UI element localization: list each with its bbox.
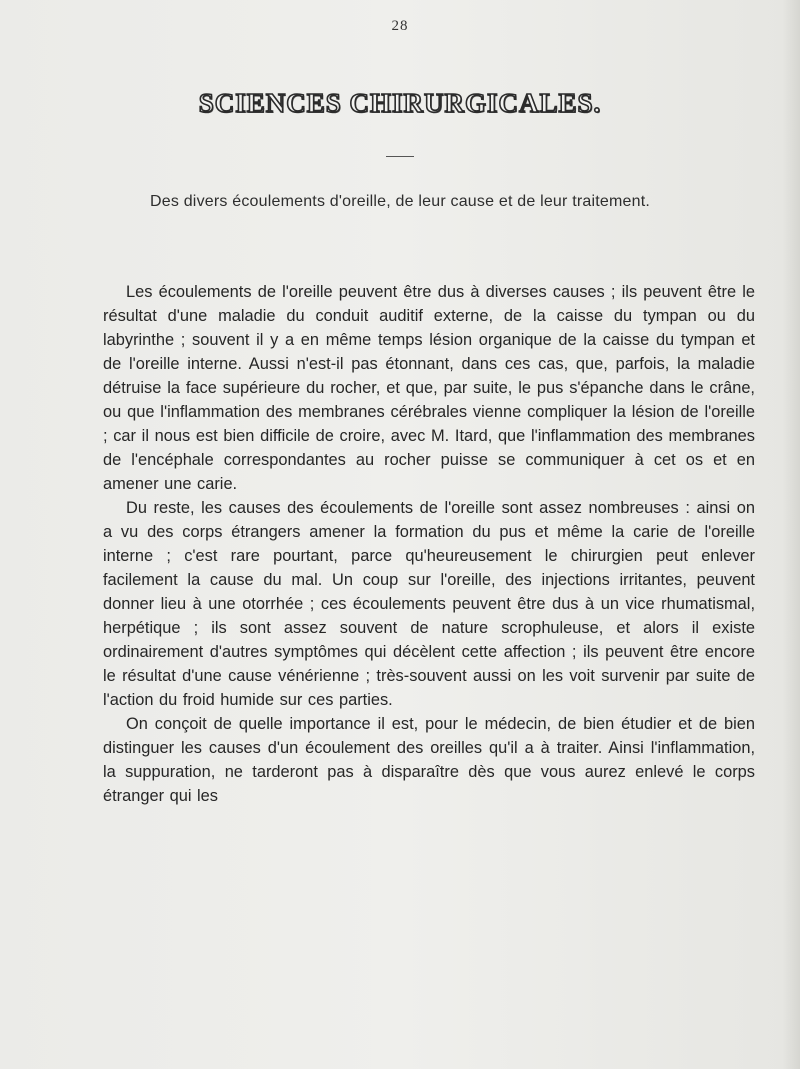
page-number: 28 bbox=[391, 18, 409, 34]
article-title: Des divers écoulements d'oreille, de leur cause et de leur traitement. bbox=[150, 193, 650, 210]
paragraph-1: Les écoulements de l'oreille peuvent être dus à diverses causes ; ils peuvent être le résultat d'une maladie du conduit auditif externe, de la caisse du tympan ou du labyrinthe ; souvent il y a en même temps lésion organique de la caisse du tympan et de l'oreille interne. Aussi n'est-il pas étonnant, dans ces cas, que, parfois, la maladie détruise la face supérieure du rocher, et que, par suite, le pus s'épanche dans le crâne, ou que l'inflammation des membranes cérébrales vienne compliquer la lésion de l'oreille ; car il nous est bien difficile de croire, avec M. Itard, que l'inflammation des membranes de l'encéphale correspondantes au rocher puisse se communiquer à cet os et en amener une carie. bbox=[103, 283, 755, 493]
section-title: SCIENCES CHIRURGICALES. bbox=[198, 88, 602, 118]
title-divider bbox=[386, 156, 414, 157]
paragraph-3: On conçoit de quelle importance il est, pour le médecin, de bien étudier et de bien distinguer les causes d'un écoulement des oreilles qu'il a à traiter. Ainsi l'inflammation, la suppuration, ne tarderont pas à disparaître dès que vous aurez enlevé le corps étranger qui les bbox=[103, 715, 755, 805]
paragraph-2: Du reste, les causes des écoulements de l'oreille sont assez nombreuses : ainsi on a vu des corps étrangers amener la formation du pus et même la carie de l'oreille interne ; c'est rare pourtant, parce qu'heureusement le chirurgien peut enlever facilement la cause du mal. Un coup sur l'oreille, des injections irritantes, peuvent donner lieu à une otorrhée ; ces écoulements peuvent être dus à un vice rhumatismal, herpétique ; ils sont assez souvent de nature scrophuleuse, et alors il existe ordinairement d'autres symptômes qui décèlent cette affection ; ils peuvent être encore le résultat d'une cause vénérienne ; très-souvent aussi on les voit survenir par suite de l'action du froid humide sur ces parties. bbox=[103, 499, 755, 709]
page-edge-shadow bbox=[782, 0, 800, 1069]
article-body bbox=[103, 280, 755, 808]
